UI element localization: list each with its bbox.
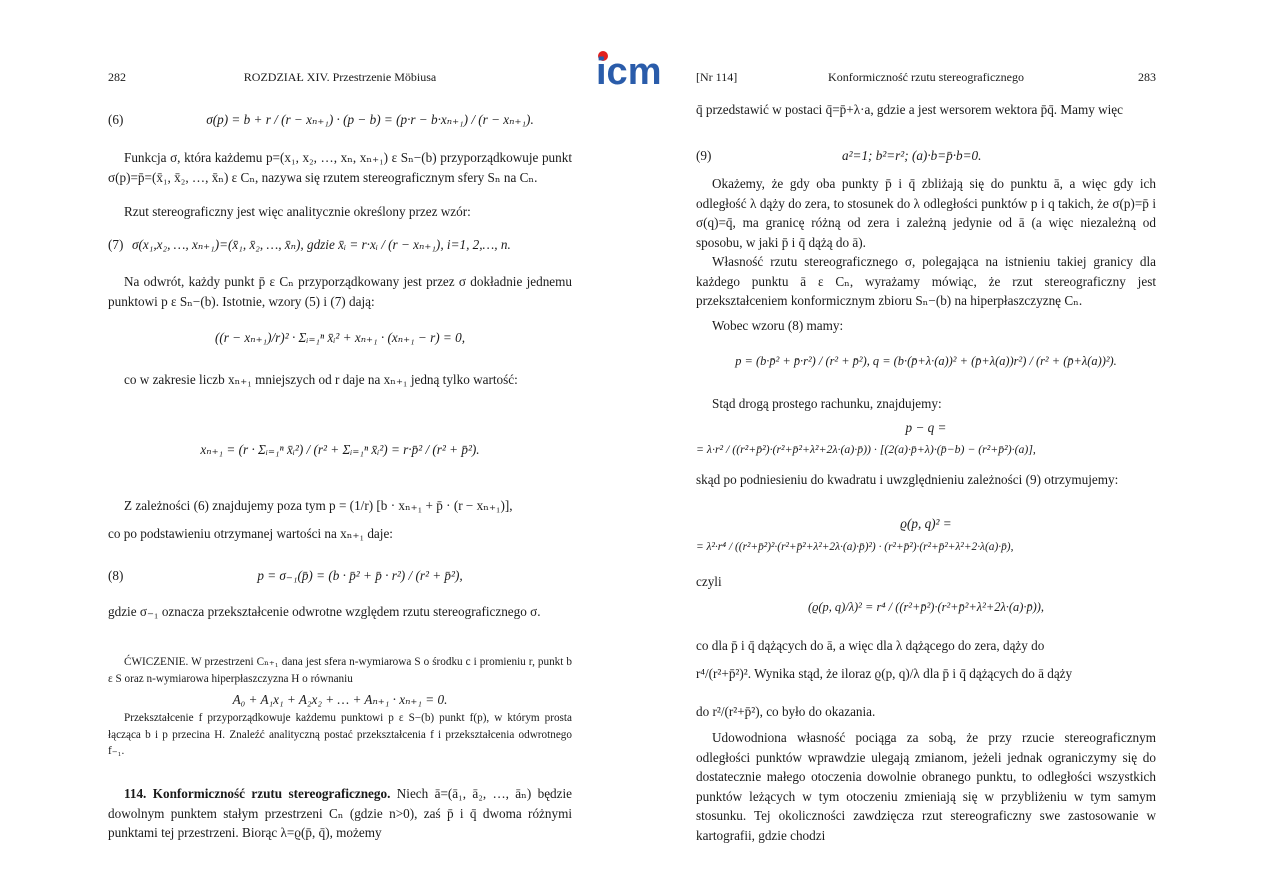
exercise-statement: ĆWICZENIE. W przestrzeni Cₙ₊₁ dana jest sfera n-wymiarowa S o środku c i promieniu r, punkt b ε S oraz n-wymiarowa hiperpłaszczyzna H o równaniu — [108, 656, 572, 685]
section-114 — [108, 784, 572, 843]
paragraph-range: co w zakresie liczb xₙ₊₁ mniejszych od r daje na xₙ₊₁ jedną tylko wartość: — [124, 372, 518, 387]
paragraph-inverse-sigma: gdzie σ₋₁ oznacza przekształcenie odwrotne względem rzutu stereograficznego σ. — [108, 604, 541, 619]
icm-logo-graphic — [596, 48, 664, 88]
right-page — [696, 0, 1156, 894]
exercise-task: Przekształcenie f przyporządkowuje każdemu punktowi p ε S−(b) punkt f(p), w którym prosta łącząca b i p przecina H. Znaleźć analityczną postać przekształcenia f i przekształcenia odwrotnego f₋₁. — [108, 712, 572, 757]
eq-body: p − q = — [905, 420, 947, 435]
paragraph-cartography: Udowodniona własność pociąga za sobą, że przy rzucie stereograficznym odległości punktów wprawdzie ulegają zmianom, jeżeli jednak ograniczymy się do dostatecznie małego otoczenia dowolnie obranego punktu, to odległości wszystkich punktów leżących w tym otoczeniu zmieniają się w przybliżeniu w tym samym stosunku. Tej okoliczności zawdzięcza rzut stereograficzny swe zastosowanie w kartografii, gdzie chodzi — [696, 730, 1156, 843]
right-section-bracket: [Nr 114] — [696, 70, 738, 84]
left-running-head — [108, 70, 572, 88]
eq-number: (9) — [696, 148, 712, 163]
section-title: Konformiczność rzutu stereograficznego. — [152, 786, 391, 801]
paragraph-inverse: Na odwrót, każdy punkt p̄ ε Cₙ przyporządkowany jest przez σ dokładnie jednemu punktowi p ε Sₙ−(b). Istotnie, wzory (5) i (7) dają: — [108, 274, 572, 309]
paragraph-qed: do r²/(r²+p̄²), co było do okazania. — [696, 704, 876, 719]
paragraph-by-formula-8: Wobec wzoru (8) mamy: — [712, 318, 844, 333]
eq-body: p = (b·p̄² + p̄·r²) / (r² + p̄²), q = (b·(p̄+λ·(a))² + (p̄+λ(a))r²) / (r² + (p̄+λ(a))²). — [735, 354, 1117, 368]
paragraph-q-form: q̄ przedstawić w postaci q̄=p̄+λ·a, gdzie a jest wersorem wektora p̄q̄. Mamy więc — [696, 102, 1124, 117]
right-running-head — [696, 70, 1156, 88]
paragraph-squaring: skąd po podniesieniu do kwadratu i uwzględnieniu zależności (9) otrzymujemy: — [696, 472, 1119, 487]
eq-body: ((r − xₙ₊₁)/r)² · Σᵢ₌₁ⁿ x̄ᵢ² + xₙ₊₁ · (xₙ₊₁ − r) = 0, — [214, 330, 466, 345]
eq-body: p = σ₋₁(p̄) = (b · p̄² + p̄ · r²) / (r² + p̄²), — [257, 568, 463, 583]
eq-number: (8) — [108, 568, 124, 583]
eq-body: xₙ₊₁ = (r · Σᵢ₌₁ⁿ x̄ᵢ²) / (r² + Σᵢ₌₁ⁿ x̄ᵢ²) = r·p̄² / (r² + p̄²). — [200, 442, 480, 457]
eq-body: ϱ(p, q)² = — [900, 516, 952, 531]
section-number: 114. — [124, 786, 147, 801]
word-czyli: czyli — [696, 574, 722, 589]
eq-body: σ(x₁,x₂, …, xₙ₊₁)=(x̄₁, x̄₂, …, x̄ₙ), gdzie x̄ᵢ = r·xᵢ / (r − xₙ₊₁), i=1, 2,…, n. — [132, 237, 511, 252]
left-page-number: 282 — [108, 70, 126, 84]
right-page-number: 283 — [1138, 70, 1156, 84]
paragraph-conformal: Własność rzutu stereograficznego σ, polegająca na istnieniu takiej granicy dla każdego punktu ā ε Cₙ, wyrażamy mówiąc, że rzut stereograficzny jest przekształceniem konformicznym zbioru Sₙ−(b) na hiperpłaszczyznę Cₙ. — [696, 254, 1156, 308]
paragraph-function-sigma: Funkcja σ, która każdemu p=(x₁, x₂, …, xₙ, xₙ₊₁) ε Sₙ−(b) przyporządkowuje punkt σ(p)=p̄=(x̄₁, x̄₂, …, x̄ₙ) ε Cₙ, nazywa się rzutem stereograficznym sfery Sₙ na Cₙ. — [108, 150, 572, 185]
paragraph-stereographic: Rzut stereograficzny jest więc analitycznie określony przez wzór: — [124, 204, 471, 219]
paragraph-tends: co dla p̄ i q̄ dążących do ā, a więc dla λ dążącego do zera, dąży do — [696, 638, 1045, 653]
paragraph-dependency: Z zależności (6) znajdujemy poza tym p = (1/r) [b · xₙ₊₁ + p̄ · (r − xₙ₊₁)], — [124, 498, 513, 513]
logo-text: icm — [596, 51, 662, 88]
icm-logo — [596, 48, 664, 88]
paragraph-calculation: Stąd drogą prostego rachunku, znajdujemy: — [712, 396, 942, 411]
eq-body: = λ²·r⁴ / ((r²+p̄²)²·(r²+p̄²+λ²+2λ·(a)·p̄)²) · (r²+p̄²)·(r²+p̄²+λ²+2·λ(a)·p̄), — [696, 541, 1014, 553]
eq-body: (ϱ(p, q)/λ)² = r⁴ / ((r²+p̄²)·(r²+p̄²+λ²+2λ·(a)·p̄)), — [808, 600, 1044, 614]
paragraph-quotient: r⁴/(r²+p̄²)². Wynika stąd, że iloraz ϱ(p, q)/λ dla p̄ i q̄ dążących do ā dąży — [696, 666, 1073, 681]
paragraph-substitution: co po podstawieniu otrzymanej wartości na xₙ₊₁ daje: — [108, 526, 393, 541]
left-running-title: ROZDZIAŁ XIV. Przestrzenie Möbiusa — [243, 70, 437, 84]
eq-body: = λ·r² / ((r²+p̄²)·(r²+p̄²+λ²+2λ·(a)·p̄)) · [(2(a)·p̄+λ)·(p̄−b) − (r²+p̄²)·(a)], — [696, 442, 1036, 456]
eq-body: a²=1; b²=r²; (a)·b=p̄·b=0. — [842, 148, 982, 163]
eq-number: (7) — [108, 237, 124, 252]
paragraph-limit: Okażemy, że gdy oba punkty p̄ i q̄ zbliżają się do punktu ā, a więc gdy ich odległość λ dąży do zera, to stosunek do λ odległości punktów p i q takich, że σ(p)=p̄ i σ(q)=q̄, ma granicę różną od zera i zależną jedynie od ā (a więc niezależną od sposobu, w jaki p̄ i q̄ dążą do ā). — [696, 176, 1156, 250]
section-text: Niech ā=(ā₁, ā₂, …, āₙ) będzie dowolnym punktem stałym przestrzeni Cₙ (gdzie n>0), zaś p̄ i q̄ dwoma różnymi punktami tej przestrzeni. Biorąc λ=ϱ(p̄, q̄), możemy — [108, 786, 573, 840]
eq-number: (6) — [108, 112, 124, 127]
eq-body: A₀ + A₁x₁ + A₂x₂ + … + Aₙ₊₁ · xₙ₊₁ = 0. — [232, 692, 448, 707]
eq-body: σ(p) = b + r / (r − xₙ₊₁) · (p − b) = (p·r − b·xₙ₊₁) / (r − xₙ₊₁). — [206, 112, 534, 127]
right-running-title: Konformiczność rzutu stereograficznego — [828, 70, 1024, 84]
left-page — [108, 0, 572, 894]
